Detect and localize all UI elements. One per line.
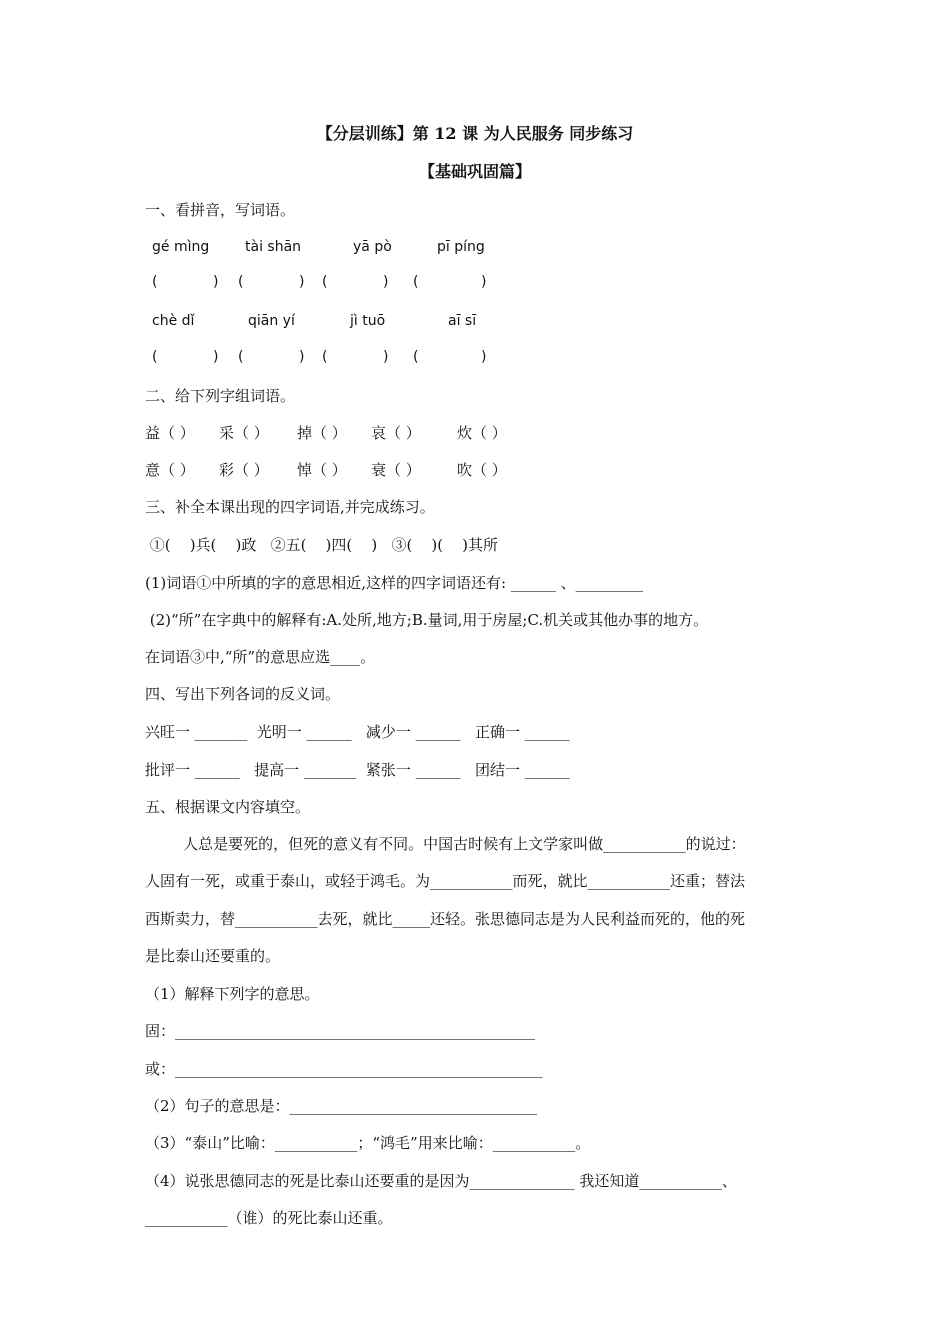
pinyin: jì tuō xyxy=(350,313,386,329)
answer-bracket-close: ) xyxy=(213,274,219,290)
pinyin: chè dǐ xyxy=(152,313,195,329)
q4-antonym-row-1: 兴旺一 _______ 光明一 ______ 减少一 ______ 正确一 ______ xyxy=(145,723,570,741)
section-subtitle: 【基础巩固篇】 xyxy=(418,162,531,181)
q5-sub-question-3: （3）“泰山”比喻：___________；“鸿毛”用来比喻：___________。 xyxy=(145,1134,591,1152)
q5-sub-question-1: （1）解释下列字的意思。 xyxy=(145,985,320,1003)
answer-bracket-close: ) xyxy=(299,274,305,290)
character-blank: 衰（ ） xyxy=(371,461,421,479)
answer-bracket-open: ( xyxy=(152,274,158,290)
q1-answer-row-2 xyxy=(145,347,835,367)
q5-explain-huo: 或：_________________________________________________ xyxy=(145,1060,543,1078)
q5-sub-question-2: （2）句子的意思是：_________________________________ xyxy=(145,1097,538,1115)
character-blank: 益（ ） xyxy=(145,424,195,442)
q3-heading: 三、补全本课出现的四字词语,并完成练习。 xyxy=(145,498,435,516)
q2-heading: 二、给下列字组词语。 xyxy=(145,387,296,405)
answer-bracket-close: ) xyxy=(299,349,305,365)
q5-passage-line-3: 西斯卖力，替___________去死，就比_____还轻。张思德同志是为人民利益而死的，他的死 xyxy=(145,910,746,928)
q2-row-2 xyxy=(145,460,835,480)
answer-bracket-close: ) xyxy=(481,349,487,365)
q3-sub-question-1: (1)词语①中所填的字的意思相近,这样的四字词语还有: ______ 、_________ xyxy=(145,574,644,592)
q5-sub-question-4-cont: ___________（谁）的死比泰山还重。 xyxy=(145,1209,393,1227)
q1-answer-row-1 xyxy=(145,272,835,292)
character-blank: 炊（ ） xyxy=(457,424,507,442)
answer-bracket-close: ) xyxy=(481,274,487,290)
character-blank: 哀（ ） xyxy=(371,424,421,442)
q4-antonym-row-2: 批评一 ______ 提高一 _______ 紧张一 ______ 团结一 ______ xyxy=(145,761,570,779)
answer-bracket-open: ( xyxy=(322,349,328,365)
answer-bracket-open: ( xyxy=(413,274,419,290)
answer-bracket-open: ( xyxy=(413,349,419,365)
q4-heading: 四、写出下列各词的反义词。 xyxy=(145,685,341,703)
character-blank: 彩（ ） xyxy=(219,461,269,479)
character-blank: 悼（ ） xyxy=(297,461,347,479)
q1-heading: 一、看拼音，写词语。 xyxy=(145,201,296,219)
answer-bracket-open: ( xyxy=(152,349,158,365)
q5-passage-line-1: 人总是要死的，但死的意义有不同。中国古时候有上文学家叫做___________的说过： xyxy=(145,835,746,853)
character-blank: 掉（ ） xyxy=(297,424,347,442)
answer-bracket-open: ( xyxy=(238,349,244,365)
q3-sub-question-2-answer: 在词语③中,“所”的意思应选____。 xyxy=(145,648,376,666)
answer-bracket-close: ) xyxy=(383,349,389,365)
q5-heading: 五、根据课文内容填空。 xyxy=(145,798,311,816)
answer-bracket-open: ( xyxy=(322,274,328,290)
pinyin: tài shān xyxy=(245,239,302,255)
answer-bracket-close: ) xyxy=(383,274,389,290)
q3-sub-question-2: (2)“所”在字典中的解释有:A.处所,地方;B.量词,用于房屋;C.机关或其他办事的地方。 xyxy=(145,611,709,629)
q5-passage-line-4: 是比泰山还要重的。 xyxy=(145,947,281,965)
pinyin: yā pò xyxy=(353,239,392,255)
worksheet-title: 【分层训练】第 12 课 为人民服务 同步练习 xyxy=(316,124,634,143)
character-blank: 吹（ ） xyxy=(457,461,507,479)
pinyin: aī sī xyxy=(448,313,477,329)
pinyin: pī píng xyxy=(437,239,485,255)
character-blank: 采（ ） xyxy=(219,424,269,442)
character-blank: 意（ ） xyxy=(145,461,195,479)
q5-sub-question-4: （4）说张思德同志的死是比泰山还要重的是因为______________ 我还知道___________、 xyxy=(145,1172,737,1190)
answer-bracket-close: ) xyxy=(213,349,219,365)
q5-passage-line-2: 人固有一死，或重于泰山，或轻于鸿毛。为___________而死，就比___________还重；替法 xyxy=(145,872,746,890)
q1-pinyin-row-1 xyxy=(145,237,835,257)
q5-explain-gu: 固：________________________________________________ xyxy=(145,1022,536,1040)
answer-bracket-open: ( xyxy=(238,274,244,290)
pinyin: qiān yí xyxy=(248,313,295,329)
q3-idiom-blanks: ①( )兵( )政 ②五( )四( ) ③( )( )其所 xyxy=(145,536,499,554)
pinyin: gé mìng xyxy=(152,239,210,255)
q2-row-1 xyxy=(145,423,835,443)
q1-pinyin-row-2 xyxy=(145,311,835,331)
